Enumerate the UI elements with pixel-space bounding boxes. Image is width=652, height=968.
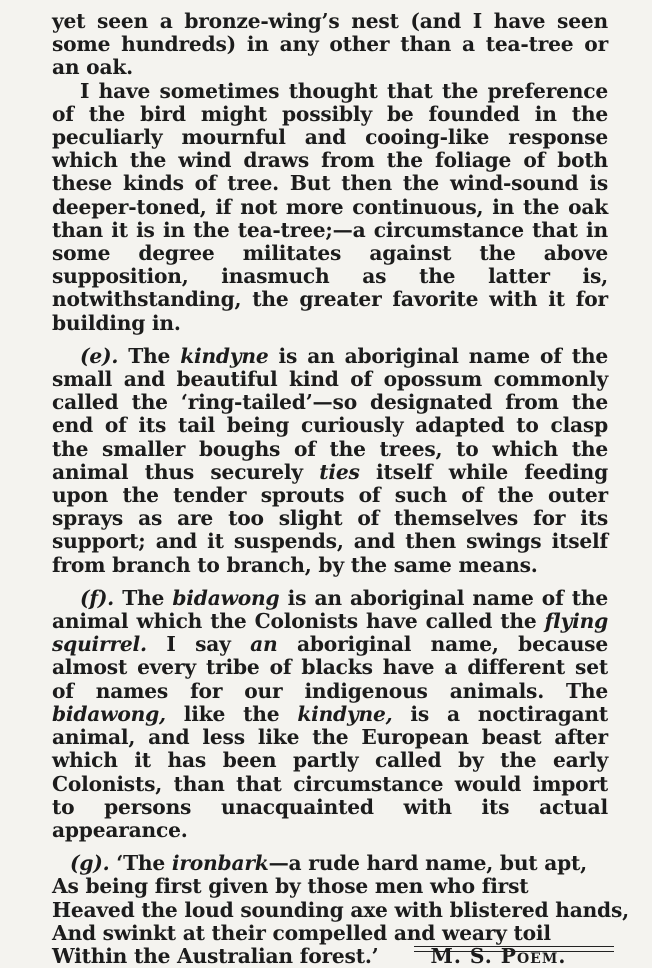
note-f-term-an: an bbox=[250, 632, 278, 657]
note-f-term-bidawong: bidawong bbox=[172, 585, 280, 610]
note-f-text-2: is an aboriginal name of the animal which the Colonists have called the bbox=[52, 585, 609, 634]
poem-line-1-a: ‘The bbox=[109, 851, 172, 876]
note-e bbox=[52, 345, 608, 577]
poem-attribution: M. S. Poem. bbox=[430, 943, 567, 968]
section-divider-upper bbox=[414, 946, 614, 947]
poem-line-1-b: —a rude hard name, but apt, bbox=[268, 851, 588, 876]
note-f-text-1: The bbox=[114, 585, 173, 610]
note-g-tag: (g). bbox=[70, 851, 110, 876]
section-divider-lower bbox=[414, 951, 614, 952]
poem-line-2: As being first given by those men who first bbox=[52, 874, 529, 899]
paragraph-continuation: yet seen a bronze-wing’s nest (and I have seen some hundreds) in any other than a tea-tree or an oak. bbox=[52, 9, 608, 80]
note-e-text-1: The bbox=[118, 343, 181, 368]
poem-line-1 bbox=[52, 852, 608, 875]
note-e-tag: (e). bbox=[80, 343, 119, 368]
poem-line-5-text: Within the Australian forest.’ bbox=[52, 943, 379, 968]
note-f-tag: (f). bbox=[80, 585, 115, 610]
note-f bbox=[52, 587, 608, 842]
note-f-term-kindyne: kindyne, bbox=[297, 701, 393, 726]
poem-term-ironbark: ironbark bbox=[171, 851, 269, 876]
note-e-term-ties: ties bbox=[319, 459, 360, 484]
poem-line-3: Heaved the loud sounding axe with blistered hands, bbox=[52, 897, 629, 922]
note-e-text-3: itself while feeding upon the tender sprouts of such of the outer sprays as are too slight of themselves for its support; and it suspends, and then swings itself from branch to branch, by the same means. bbox=[52, 459, 608, 577]
note-f-text-5: like the bbox=[165, 701, 298, 726]
poem-line-5 bbox=[52, 945, 608, 968]
poem-line-4: And swinkt at their compelled and weary toil bbox=[52, 920, 551, 945]
note-f-text-4: aboriginal name, because almost every tribe of blacks have a different set of names for our indigenous animals. The bbox=[52, 632, 608, 703]
note-f-text-6: is a noctiragant animal, and less like the European beast after which it has been partly called by the early Colonists, than that circumstance would import to persons unacquainted with its actual appearance. bbox=[52, 701, 608, 842]
note-e-text-2: is an aboriginal name of the small and beautiful kind of opossum commonly called the ‘ring-tailed’—so designated from the end of its tail being curiously adapted to clasp the smaller boughs of the trees, to which the animal thus securely bbox=[52, 343, 608, 484]
article-column bbox=[52, 9, 629, 968]
note-f-term-flying-squirrel: flying squirrel. bbox=[52, 609, 608, 657]
note-f-term-bidawong-2: bidawong, bbox=[52, 701, 166, 726]
note-f-text-3: I say bbox=[146, 632, 251, 657]
note-e-term-kindyne: kindyne bbox=[180, 343, 269, 368]
paragraph-preference: I have sometimes thought that the preference of the bird might possibly be founded in the peculiarly mournful and cooing-like response which the wind draws from the foliage of both these kinds of tree. But then the wind-sound is deeper-toned, if not more continuous, in the oak than it is in the tea-tree;—a circumstance that in some degree militates against the above supposition, inasmuch as the latter is, notwithstanding, the greater favorite with it for building in. bbox=[52, 78, 608, 335]
